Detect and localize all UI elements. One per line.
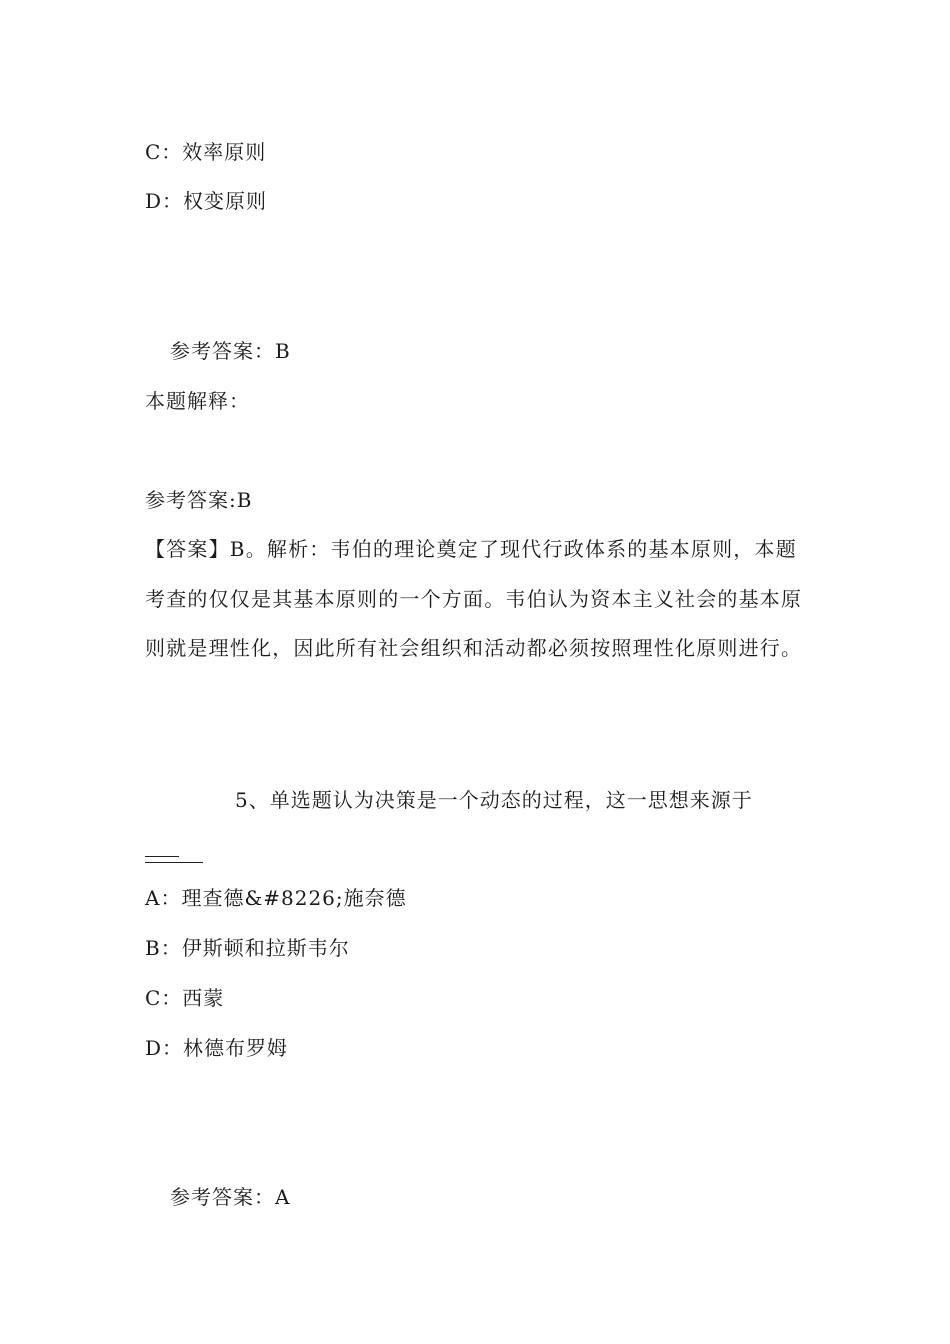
option-c: C：西蒙 xyxy=(145,986,225,1010)
explanation-text: 【答案】B。解析：韦伯的理论奠定了现代行政体系的基本原则，本题考查的仅仅是其基本原则的一个方面。韦伯认为资本主义社会的基本原则就是理性化，因此所有社会组织和活动都必须按照理性化原则进行。 xyxy=(145,537,803,660)
answer-blank xyxy=(145,844,203,863)
answer-blank-continued xyxy=(145,856,179,857)
answer-ref-prev: 参考答案:B xyxy=(145,488,253,512)
option-c-prev: C：效率原则 xyxy=(145,140,267,164)
option-d: D：林德布罗姆 xyxy=(145,1036,289,1060)
option-a: A：理查德&#8226;施奈德 xyxy=(145,886,407,910)
option-d-prev: D：权变原则 xyxy=(145,189,268,213)
question-5-text: 5、单选题认为决策是一个动态的过程，这一思想来源于 xyxy=(235,788,753,812)
explanation-title: 本题解释： xyxy=(145,389,250,413)
question-5-stem xyxy=(145,772,810,884)
option-b: B：伊斯顿和拉斯韦尔 xyxy=(145,936,350,960)
answer-line-prev: 参考答案：B xyxy=(170,339,291,363)
answer-line-q5: 参考答案：A xyxy=(170,1185,291,1209)
